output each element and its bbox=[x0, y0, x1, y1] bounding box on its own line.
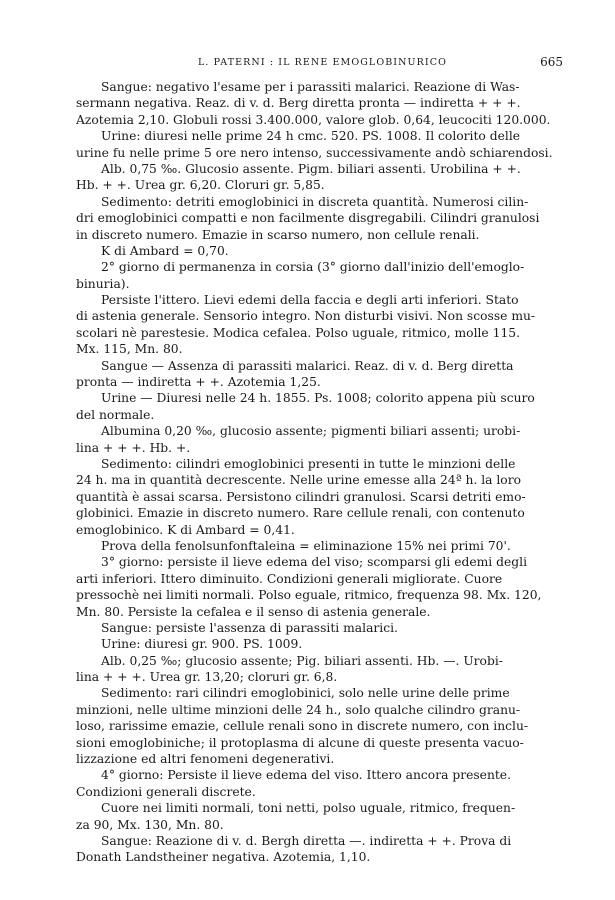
text-line: sioni emoglobiniche; il protoplasma di alcune di queste presenta vacuo- bbox=[76, 735, 524, 750]
text-line: 24 h. ma in quantità decrescente. Nelle urine emesse alla 24ª h. la loro bbox=[76, 473, 521, 488]
text-line: Sangue: negativo l'esame per i parassiti malarici. Reazione di Was- bbox=[101, 80, 520, 94]
text-line: Sangue: Reazione di v. d. Bergh diretta —. indiretta + +. Prova di bbox=[101, 833, 512, 848]
text-line: pronta — indiretta + +. Azotemia 1,25. bbox=[76, 375, 321, 390]
text-line: pressochè nei limiti normali. Polso eguale, ritmico, frequenza 98. Mx. 120, bbox=[76, 588, 542, 603]
text-line: scolari nè parestesie. Modica cefalea. Polso uguale, ritmico, molle 115. bbox=[76, 325, 521, 340]
text-line: Sangue — Assenza di parassiti malarici. Reaz. di v. d. Berg diretta bbox=[101, 358, 514, 373]
text-line: Cuore nei limiti normali, toni netti, polso uguale, ritmico, frequen- bbox=[101, 801, 516, 816]
text-line: Sedimento: cilindri emoglobinici presenti in tutte le minzioni delle bbox=[101, 456, 516, 471]
text-line: Urine: diuresi gr. 900. PS. 1009. bbox=[101, 637, 303, 652]
body-text bbox=[76, 79, 562, 866]
text-line: Alb. 0,75 ‰. Glucosio assente. Pigm. biliari assenti. Urobilina + +. bbox=[101, 161, 521, 176]
text-line: binuria). bbox=[76, 276, 130, 291]
text-line: dri emoglobinici compatti e non facilmente disgregabili. Cilindri granulosi bbox=[76, 211, 540, 226]
text-line: in discreto numero. Emazie in scarso numero, non cellule renali. bbox=[76, 227, 480, 242]
text-line: Donath Landstheiner negativa. Azotemia, 1,10. bbox=[76, 850, 371, 865]
text-line: quantità è assai scarsa. Persistono cilindri granulosi. Scarsi detriti emo- bbox=[76, 489, 526, 504]
text-line: emoglobinico. K di Ambard = 0,41. bbox=[76, 522, 295, 537]
text-line: Albumina 0,20 ‰, glucosio assente; pigmenti biliari assenti; urobi- bbox=[101, 424, 521, 439]
text-line: di astenia generale. Sensorio integro. Non disturbi visivi. Non scosse mu- bbox=[76, 309, 536, 324]
page-number: 665 bbox=[540, 55, 563, 69]
text-line: K di Ambard = 0,70. bbox=[101, 243, 229, 258]
text-line: urine fu nelle prime 5 ore nero intenso, successivamente andò schiarendosi. bbox=[76, 145, 553, 160]
text-line: Condizioni generali discrete. bbox=[76, 784, 256, 799]
text-line: loso, rarissime emazie, cellule renali sono in discrete numero, con inclu- bbox=[76, 719, 529, 734]
text-line: Sedimento: rari cilindri emoglobinici, solo nelle urine delle prime bbox=[101, 686, 510, 701]
text-line: Alb. 0,25 ‰; glucosio assente; Pig. biliari assenti. Hb. —. Urobi- bbox=[101, 653, 503, 668]
text-line: Mn. 80. Persiste la cefalea e il senso di astenia generale. bbox=[76, 604, 431, 619]
text-line: Sedimento: detriti emoglobinici in discreta quantità. Numerosi cilin- bbox=[101, 194, 529, 209]
text-line: arti inferiori. Ittero diminuito. Condizioni generali migliorate. Cuore bbox=[76, 571, 503, 586]
text-line: 3° giorno: persiste il lieve edema del viso; scomparsi gli edemi degli bbox=[101, 555, 528, 570]
text-line: Persiste l'ittero. Lievi edemi della faccia e degli arti inferiori. Stato bbox=[101, 293, 519, 308]
running-title: L. PATERNI : IL RENE EMOGLOBINURICO bbox=[198, 57, 448, 68]
text-line: Sangue: persiste l'assenza di parassiti malarici. bbox=[101, 620, 398, 635]
text-line: Urine: diuresi nelle prime 24 h cmc. 520. PS. 1008. Il colorito delle bbox=[101, 129, 521, 144]
text-line: Prova della fenolsunfonftaleina = eliminazione 15% nei primi 70'. bbox=[101, 538, 511, 553]
text-line: Urine — Diuresi nelle 24 h. 1855. Ps. 1008; colorito appena più scuro bbox=[101, 391, 535, 406]
text-line: sermann negativa. Reaz. di v. d. Berg diretta pronta — indiretta + + +. bbox=[76, 96, 521, 111]
text-line: Hb. + +. Urea gr. 6,20. Cloruri gr. 5,85. bbox=[76, 178, 325, 193]
text-line: minzioni, nelle ultime minzioni delle 24 h., solo qualche cilindro granu- bbox=[76, 702, 521, 717]
running-head bbox=[0, 57, 615, 73]
text-line: 4° giorno: Persiste il lieve edema del viso. Ittero ancora presente. bbox=[101, 768, 511, 783]
text-line: za 90, Mx. 130, Mn. 80. bbox=[76, 817, 224, 832]
text-line: globinici. Emazie in discreto numero. Rare cellule renali, con contenuto bbox=[76, 506, 525, 521]
text-line: Azotemia 2,10. Globuli rossi 3.400.000, valore glob. 0,64, leucociti 120.000. bbox=[76, 112, 551, 127]
text-line: lina + + +. Urea gr. 13,20; cloruri gr. 6,8. bbox=[76, 670, 338, 685]
text-line: Mx. 115, Mn. 80. bbox=[76, 342, 183, 357]
text-line: lizzazione ed altri fenomeni degenerativi. bbox=[76, 752, 335, 767]
text-line: 2° giorno di permanenza in corsia (3° giorno dall'inizio dell'emoglo- bbox=[101, 260, 525, 275]
text-line: lina + + +. Hb. +. bbox=[76, 440, 191, 455]
text-line: del normale. bbox=[76, 407, 155, 422]
